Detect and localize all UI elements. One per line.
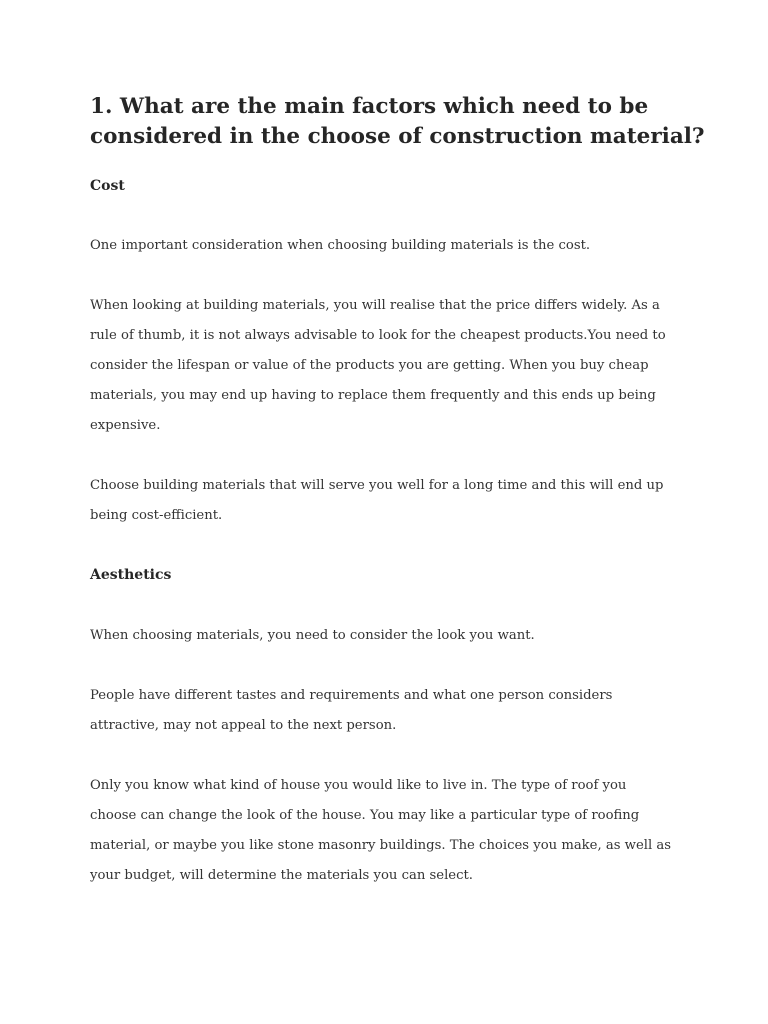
paragraph-line: consider the lifespan or value of the products you are getting. When you buy cheap <box>90 358 649 373</box>
paragraph-line: material, or maybe you like stone masonry buildings. The choices you make, as well as <box>90 838 672 853</box>
paragraph-cost-choose <box>90 471 690 531</box>
section-title-cost: Cost <box>90 178 125 194</box>
paragraph-line: being cost-efficient. <box>90 508 223 523</box>
paragraph-cost-intro <box>90 231 690 261</box>
paragraph-aesthetics-tastes <box>90 681 690 741</box>
paragraph-line: choose can change the look of the house. You may like a particular type of roofing <box>90 808 640 823</box>
question-heading <box>90 92 710 152</box>
paragraph-line: expensive. <box>90 418 161 433</box>
paragraph-line: When choosing materials, you need to consider the look you want. <box>90 628 535 643</box>
paragraph-aesthetics-house <box>90 771 690 891</box>
paragraph-line: Only you know what kind of house you would like to live in. The type of roof you <box>90 778 627 793</box>
heading-line: 1. What are the main factors which need to be <box>90 94 649 119</box>
paragraph-cost-price <box>90 291 690 441</box>
paragraph-aesthetics-intro <box>90 621 690 651</box>
paragraph-line: People have different tastes and requirements and what one person considers <box>90 688 613 703</box>
paragraph-line: attractive, may not appeal to the next person. <box>90 718 397 733</box>
heading-line: considered in the choose of construction material? <box>90 124 705 149</box>
paragraph-line: your budget, will determine the materials you can select. <box>90 868 473 883</box>
section-title-aesthetics: Aesthetics <box>90 567 172 583</box>
paragraph-line: When looking at building materials, you will realise that the price differs widely. As a <box>90 298 660 313</box>
paragraph-line: rule of thumb, it is not always advisable to look for the cheapest products.You need to <box>90 328 666 343</box>
paragraph-line: One important consideration when choosing building materials is the cost. <box>90 238 591 253</box>
paragraph-line: Choose building materials that will serve you well for a long time and this will end up <box>90 478 664 493</box>
paragraph-line: materials, you may end up having to replace them frequently and this ends up being <box>90 388 656 403</box>
